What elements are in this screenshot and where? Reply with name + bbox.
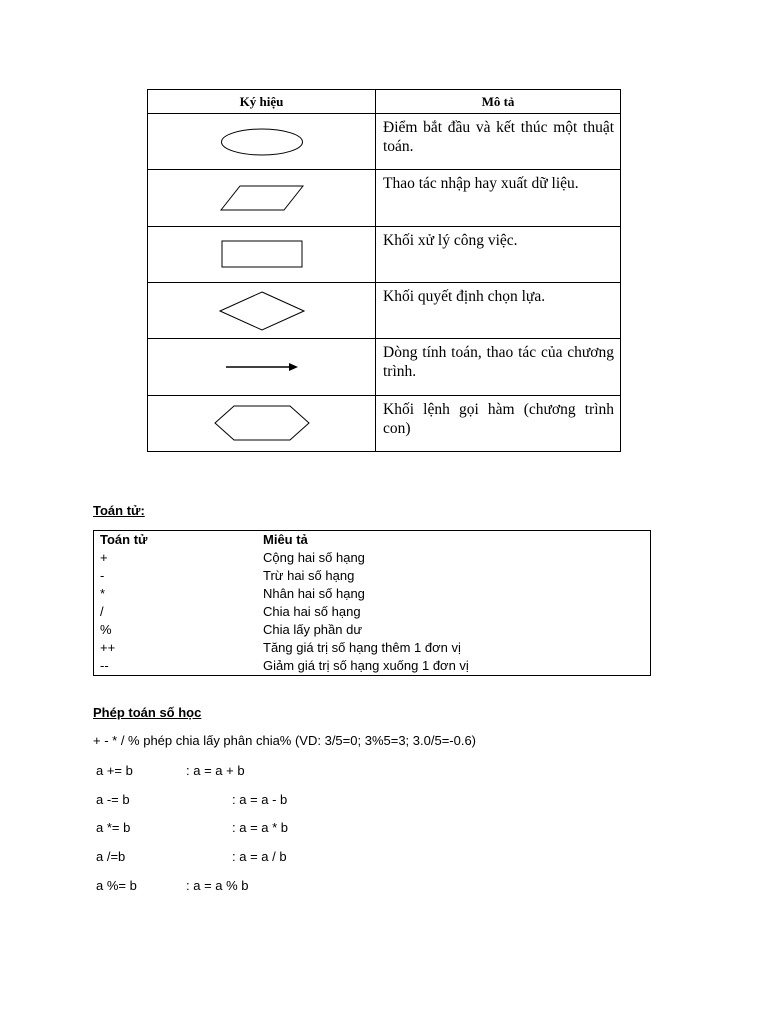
header-description: Miêu tả xyxy=(263,532,308,547)
operator-description: Chia lấy phần dư xyxy=(263,622,363,637)
assignment-expr: a *= b xyxy=(96,820,131,835)
arithmetic-intro: + - * / % phép chia lấy phân chia% (VD: 3/5=0; 3%5=3; 3.0/5=-0.6) xyxy=(93,733,477,748)
operator-description: Giảm giá trị số hạng xuống 1 đơn vị xyxy=(263,658,469,673)
table-header-row xyxy=(148,90,621,114)
assignment-equiv: : a = a * b xyxy=(232,820,289,835)
table-header-row xyxy=(94,531,651,550)
table-row xyxy=(94,657,651,676)
operator-description: Nhân hai số hạng xyxy=(263,586,365,601)
operator-symbol: -- xyxy=(100,658,109,673)
table-row xyxy=(94,639,651,657)
symbol-cell xyxy=(148,339,376,395)
symbol-cell xyxy=(148,283,376,339)
symbol-cell xyxy=(148,114,376,170)
operator-symbol: * xyxy=(100,586,106,601)
symbol-description: Thao tác nhập hay xuất dữ liệu. xyxy=(376,170,621,226)
ellipse-icon xyxy=(220,127,304,157)
operator-symbol: + xyxy=(100,550,108,565)
operator-symbol: % xyxy=(100,622,112,637)
symbol-description: Dòng tính toán, thao tác của chương trình. xyxy=(376,339,621,395)
table-row xyxy=(148,226,621,282)
assignment-equiv: : a = a % b xyxy=(186,878,249,893)
assignment-expr: a -= b xyxy=(96,792,130,807)
operator-symbol: ++ xyxy=(100,640,116,655)
header-symbol: Ký hiệu xyxy=(148,90,376,114)
symbol-description: Khối xử lý công việc. xyxy=(376,226,621,282)
assignment-expr: a += b xyxy=(96,763,133,778)
parallelogram-icon xyxy=(220,185,304,211)
hexagon-icon xyxy=(214,405,310,441)
table-row xyxy=(94,549,651,567)
operators-table xyxy=(93,530,651,676)
table-row xyxy=(148,170,621,226)
table-row xyxy=(148,395,621,451)
arithmetic-heading: Phép toán số học xyxy=(93,705,202,720)
table-row xyxy=(94,621,651,639)
operator-description: Cộng hai số hạng xyxy=(263,550,365,565)
assignment-equiv: : a = a + b xyxy=(186,763,245,778)
assignment-equiv: : a = a - b xyxy=(232,792,288,807)
operator-description: Chia hai số hạng xyxy=(263,604,361,619)
assignment-expr: a %= b xyxy=(96,878,137,893)
assignment-expr: a /=b xyxy=(96,849,126,864)
table-row xyxy=(148,283,621,339)
operators-heading: Toán tử: xyxy=(93,503,145,518)
table-row xyxy=(148,114,621,170)
symbol-cell xyxy=(148,170,376,226)
header-description: Mô tả xyxy=(376,90,621,114)
operator-symbol: / xyxy=(100,604,104,619)
diamond-icon xyxy=(219,291,305,331)
symbol-description: Khối quyết định chọn lựa. xyxy=(376,283,621,339)
arrow-right-icon xyxy=(225,361,299,373)
table-row xyxy=(94,567,651,585)
rectangle-icon xyxy=(221,240,303,268)
table-row xyxy=(94,585,651,603)
table-row xyxy=(94,603,651,621)
operator-description: Trừ hai số hạng xyxy=(263,568,355,583)
symbol-cell xyxy=(148,226,376,282)
table-row xyxy=(148,339,621,395)
operator-description: Tăng giá trị số hạng thêm 1 đơn vị xyxy=(263,640,461,655)
operator-symbol: - xyxy=(100,568,105,583)
flowchart-symbols-table xyxy=(147,89,621,452)
header-operator: Toán tử xyxy=(100,532,148,547)
symbol-description: Khối lệnh gọi hàm (chương trình con) xyxy=(376,395,621,451)
symbol-cell xyxy=(148,395,376,451)
symbol-description: Điểm bắt đầu và kết thúc một thuật toán. xyxy=(376,114,621,170)
assignment-equiv: : a = a / b xyxy=(232,849,287,864)
